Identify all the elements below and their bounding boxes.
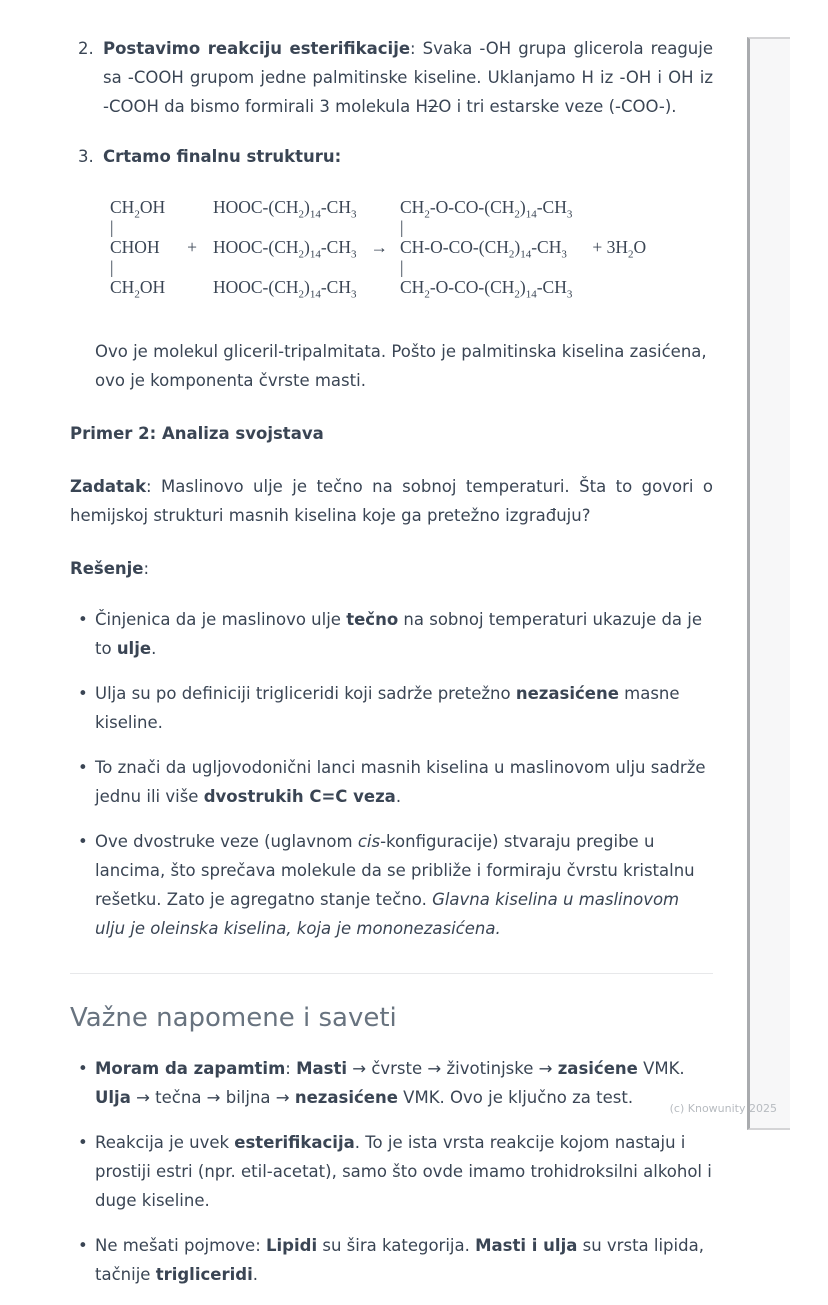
list-item	[70, 679, 713, 737]
list-item-text: To znači da ugljovodonični lanci masnih kiselina u maslinovom ulju sadrže jednu ili više dvostrukih C=C veza.	[95, 758, 706, 806]
list-item-text: Moram da zapamtim: Masti → čvrste → životinjske → zasićene VMK. Ulja → tečna → biljna → nezasićene VMK. Ovo je ključno za test.	[95, 1059, 685, 1107]
copyright-watermark: (c) Knowunity 2025	[669, 1102, 777, 1115]
step-text: Postavimo reakciju esterifikacije: Svaka -OH grupa glicerola reaguje sa -COOH grupom jedne palmitinske kiseline. Uklanjamo H iz -OH i OH iz -COOH da bismo formirali 3 molekula H2O i tri estarske veze (-COO-).	[103, 39, 713, 116]
chemical-equation	[110, 197, 713, 301]
primer2-heading: Primer 2: Analiza svojstava	[70, 424, 324, 443]
list-item-text: Ulja su po definiciji trigliceridi koji sadrže pretežno nezasićene masne kiseline.	[95, 684, 680, 732]
numbered-step-2	[70, 34, 713, 121]
zadatak-paragraph: Zadatak: Maslinovo ulje je tečno na sobnoj temperaturi. Šta to govori o hemijskoj strukturi masnih kiselina koje ga pretežno izgrađuju?	[70, 477, 713, 525]
reaction-arrow: →	[370, 237, 388, 257]
document-page-content	[70, 34, 713, 1305]
step-text: Crtamo finalnu strukturu:	[103, 147, 342, 166]
list-item-text: Ove dvostruke veze (uglavnom cis-konfiguracije) stvaraju pregibe u lancima, što sprečava molekule da se približe i formiraju čvrstu kristalnu rešetku. Zato je agregatno stanje tečno. Glavna kiselina u maslinovom ulju je oleinska kiselina, koja je mononezasićena.	[95, 832, 695, 938]
next-page-edge	[747, 37, 790, 1130]
list-item	[70, 605, 713, 663]
notes-bullet-list	[70, 1054, 713, 1289]
resenje-bullet-list	[70, 605, 713, 943]
step-number: 2.	[78, 39, 94, 58]
list-item-text: Ne mešati pojmove: Lipidi su šira kategorija. Masti i ulja su vrsta lipida, tačnije trigliceridi.	[95, 1236, 704, 1284]
water-term: + $3H_2O$	[592, 237, 647, 261]
plus-operator: +	[187, 237, 197, 257]
list-item	[70, 1231, 713, 1289]
step-number: 3.	[78, 147, 94, 166]
formula-caption: Ovo je molekul gliceril-tripalmitata. Pošto je palmitinska kiselina zasićena, ovo je komponenta čvrste masti.	[95, 342, 707, 390]
section-heading: Važne napomene i saveti	[70, 1003, 397, 1033]
list-item	[70, 1054, 713, 1112]
list-item	[70, 827, 713, 943]
list-item-text: Činjenica da je maslinovo ulje tečno na sobnoj temperaturi ukazuje da je to ulje.	[95, 610, 703, 658]
list-item	[70, 1128, 713, 1215]
list-item-text: Reakcija je uvek esterifikacija. To je ista vrsta reakcije kojom nastaju i prostiji estri (npr. etil-acetat), samo što ovde imamo trohidroksilni alkohol i duge kiseline.	[95, 1133, 712, 1210]
fatty-acids-column: HOOC-$(CH_2)_{14}-CH_3$ HOOC-$(CH_2)_{14}-CH_3$ HOOC-$(CH_2)_{14}-CH_3$	[212, 197, 357, 301]
numbered-step-3	[70, 142, 713, 171]
triglyceride-column: $CH_2-O-CO-(CH_2)_{14}-CH_3$ | $CH-O-CO-(CH_2)_{14}-CH_3$ | $CH_2-O-CO-(CH_2)_{14}-CH_3$	[400, 197, 573, 301]
resenje-label: Rešenje:	[70, 559, 150, 578]
section-divider	[70, 973, 713, 974]
list-item	[70, 753, 713, 811]
glycerol-column: $CH_2OH$ | CHOH | $CH_2OH$	[110, 197, 166, 301]
